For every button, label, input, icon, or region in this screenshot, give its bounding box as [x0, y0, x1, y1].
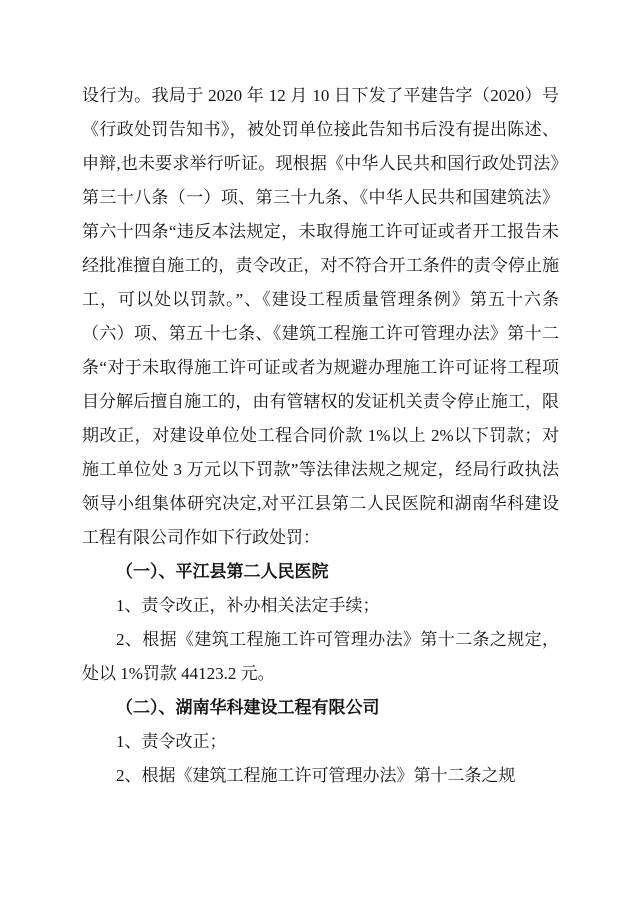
- section-heading: （二）、湖南华科建设工程有限公司: [116, 698, 380, 717]
- document-body: [82, 79, 559, 793]
- document-paragraph: 设行为。我局于 2020 年 12 月 10 日下发了平建告字（2020）号《行政处罚告知书》，被处罚单位接此告知书后没有提出陈述、申辩,也未要求举行听证。现根据《中华人民共和国行政处罚法》第三十八条（一）项、第三十九条、《中华人民共和国建筑法》第六十四条“违反本法规定，未取得施工许可证或者开工报告未经批准擅自施工的，责令改正，对不符合开工条件的责令停止施工，可以处以罚款。”、《建设工程质量管理条例》第五十六条（六）项、第五十七条、《建筑工程施工许可管理办法》第十二条“对于未取得施工许可证或者为规避办理施工许可证将工程项目分解后擅自施工的，由有管辖权的发证机关责令停止施工，限期改正，对建设单位处工程合同价款 1%以上 2%以下罚款；对施工单位处 3 万元以下罚款”等法律法规之规定，经局行政执法领导小组集体研究决定,对平江县第二人民医院和湖南华科建设工程有限公司作如下行政处罚：: [82, 86, 559, 547]
- section-heading: （一）、平江县第二人民医院: [116, 562, 329, 581]
- document-paragraph: 2、根据《建筑工程施工许可管理办法》第十二条之规: [116, 766, 516, 785]
- document-paragraph: 2、根据《建筑工程施工许可管理办法》第十二条之规定，处以 1%罚款 44123.2 元。: [82, 630, 559, 683]
- document-paragraph: 1、责令改正；: [116, 732, 227, 751]
- document-paragraph: 1、责令改正，补办相关法定手续；: [116, 596, 380, 615]
